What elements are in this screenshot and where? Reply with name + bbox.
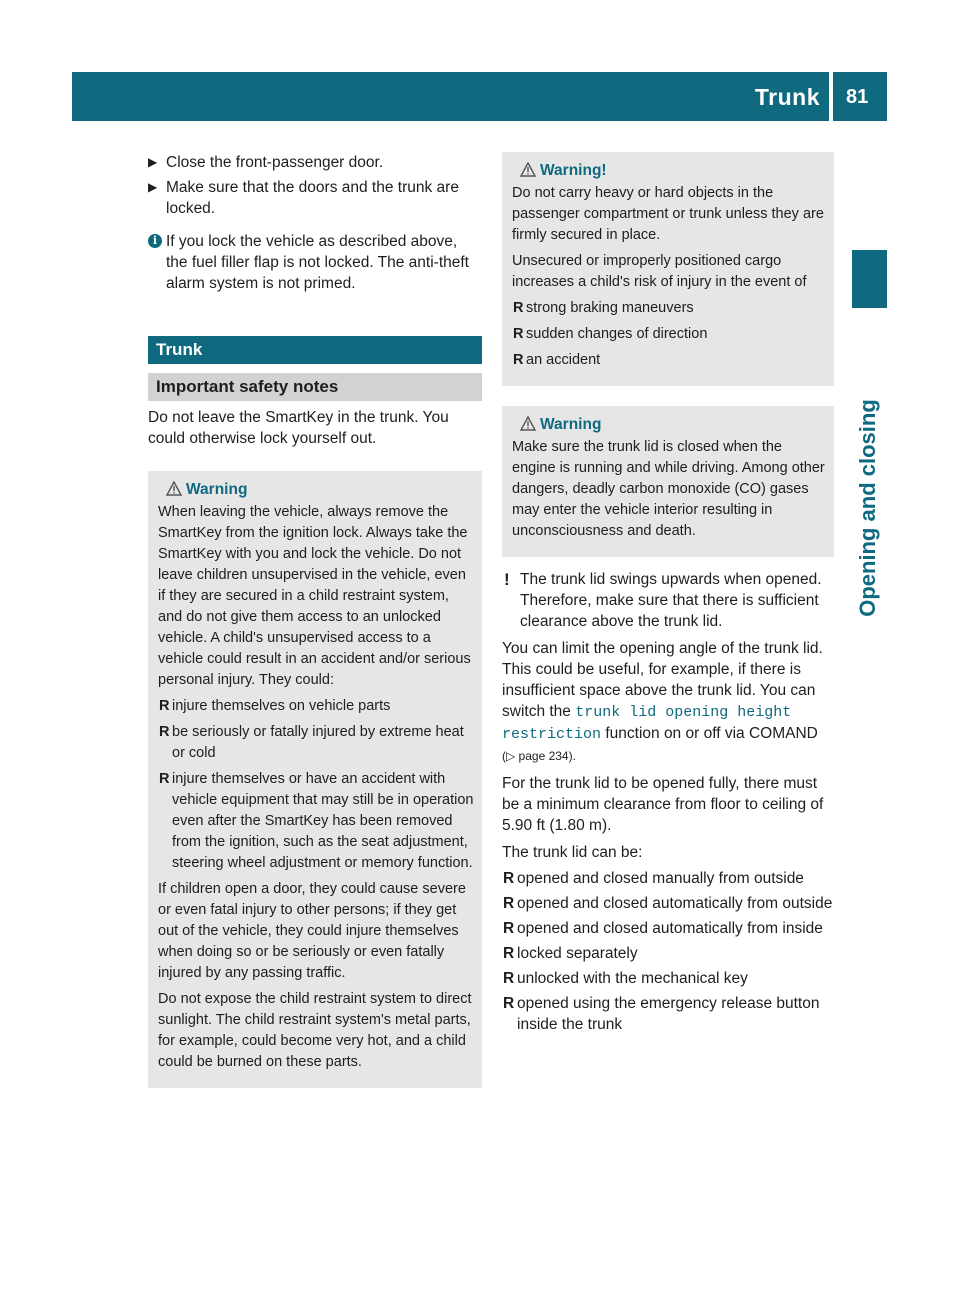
caution-note <box>502 569 834 632</box>
left-column <box>148 152 482 1088</box>
list-item <box>158 696 474 717</box>
list-item-text: injure themselves or have an accident with vehicle equipment that may still be in operation even after the SmartKey has been removed from the ignition, such as the seat adjustment, steering wheel adjustment or memory function. <box>172 771 474 871</box>
subsection-heading: Important safety notes <box>148 373 482 401</box>
step-text: Make sure that the doors and the trunk are locked. <box>166 179 459 217</box>
bullet-icon: R <box>503 920 515 937</box>
bullet-icon: R <box>513 326 524 342</box>
list-item <box>502 893 834 914</box>
list-item-text: opened and closed automatically from inside <box>517 920 823 937</box>
info-text: If you lock the vehicle as described above, the fuel filler flap is not locked. The anti-theft alarm system is not primed. <box>166 233 469 292</box>
list-item-text: opened and closed manually from outside <box>517 870 804 887</box>
page-reference: (▷ page 234). <box>502 749 576 763</box>
intro-paragraph: Do not leave the SmartKey in the trunk. You could otherwise lock yourself out. <box>148 409 449 447</box>
warning-title-text: Warning <box>186 481 248 498</box>
paragraph-text: function on or off via COMAND <box>605 725 818 742</box>
warning-paragraph: If children open a door, they could cause severe or even fatal injury to other persons; if they get out of the vehicle, they could injure themselves when doing so or be seriously or even fatally injured by any passing traffic. <box>158 881 466 981</box>
list-item <box>512 324 826 345</box>
bullet-icon: R <box>503 945 515 962</box>
list-item-text: sudden changes of direction <box>526 326 708 342</box>
bullet-icon: R <box>513 352 524 368</box>
warning-paragraph: Make sure the trunk lid is closed when the engine is running and while driving. Among other dangers, deadly carbon monoxide (CO) gases may enter the vehicle interior resulting in unconsciousness and death. <box>512 439 825 539</box>
warning-box-cargo <box>502 152 834 386</box>
page-number: 81 <box>846 86 869 108</box>
list-item <box>502 868 834 889</box>
list-item-text: injure themselves on vehicle parts <box>172 698 391 714</box>
list-item <box>158 722 474 764</box>
options-list <box>502 868 834 1035</box>
bullet-icon: R <box>503 970 515 987</box>
list-item <box>502 918 834 939</box>
warning-box-co <box>502 406 834 557</box>
paragraph-lid-can-be: The trunk lid can be: <box>502 844 643 861</box>
bullet-icon: R <box>503 870 515 887</box>
bullet-icon: R <box>159 724 170 740</box>
list-item <box>512 350 826 371</box>
arrow-right-icon: ▶ <box>148 180 158 194</box>
list-item-text: an accident <box>526 352 601 368</box>
warning-paragraph: Do not carry heavy or hard objects in the passenger compartment or trunk unless they are firmly secured in place. <box>512 185 824 243</box>
exclamation-icon: ! <box>504 570 510 589</box>
warning-title <box>512 414 826 435</box>
warning-paragraph: Do not expose the child restraint system to direct sunlight. The child restraint system's metal parts, for example, could become very hot, and a child could be burned on these parts. <box>158 991 472 1070</box>
info-note <box>148 231 482 294</box>
side-tab-text: Opening and closing <box>855 399 880 617</box>
step-item <box>148 177 482 219</box>
warning-triangle-icon <box>520 162 536 177</box>
step-text: Close the front-passenger door. <box>166 154 384 171</box>
warning-triangle-icon <box>166 481 182 496</box>
warning-paragraph: Unsecured or improperly positioned cargo increases a child's risk of injury in the event of <box>512 253 807 290</box>
comand-function-name: trunk lid opening height restriction <box>502 704 792 743</box>
list-item <box>158 769 474 874</box>
warning-title-text: Warning! <box>540 162 607 179</box>
warning-title <box>158 479 474 500</box>
list-item-text: locked separately <box>517 945 638 962</box>
warning-paragraph: When leaving the vehicle, always remove the SmartKey from the ignition lock. Always take the SmartKey with you and lock the vehicle. Do not leave children unsupervised in the vehicle, even if they are secured in a child restraint system, and do not give them access to an unlocked vehicle. A child's unsupervised access to a vehicle could result in an accident and/or serious personal injury. They could: <box>158 504 471 688</box>
list-item <box>502 993 834 1035</box>
bullet-icon: R <box>503 895 515 912</box>
list-item <box>502 968 834 989</box>
list-item-text: strong braking maneuvers <box>526 300 694 316</box>
paragraph-opening-angle <box>502 638 834 767</box>
bullet-icon: R <box>503 995 515 1012</box>
side-tab-marker <box>852 250 887 308</box>
bullet-icon: R <box>513 300 524 316</box>
list-item-text: be seriously or fatally injured by extreme heat or cold <box>172 724 464 761</box>
step-item <box>148 152 482 173</box>
bullet-icon: R <box>159 771 170 787</box>
warning-box-children <box>148 471 482 1088</box>
warning-title-text: Warning <box>540 416 602 433</box>
header-divider <box>829 72 833 121</box>
warning-title <box>512 160 826 181</box>
list-item-text: unlocked with the mechanical key <box>517 970 748 987</box>
paragraph-text: You can limit the opening angle of the trunk lid. This could be useful, for example, if there is insufficient space above the trunk lid. You can switch the <box>502 640 823 720</box>
list-item <box>512 298 826 319</box>
warning-triangle-icon <box>520 416 536 431</box>
page-title: Trunk <box>754 84 820 110</box>
section-heading: Trunk <box>148 336 482 364</box>
list-item-text: opened and closed automatically from outside <box>517 895 833 912</box>
right-column <box>502 152 834 1039</box>
list-item-text: opened using the emergency release button inside the trunk <box>517 995 820 1033</box>
paragraph-clearance: For the trunk lid to be opened fully, there must be a minimum clearance from floor to ceiling of 5.90 ft (1.80 m). <box>502 775 824 834</box>
info-icon: i <box>148 234 162 248</box>
list-item <box>502 943 834 964</box>
caution-text: The trunk lid swings upwards when opened. Therefore, make sure that there is sufficient clearance above the trunk lid. <box>520 571 822 630</box>
bullet-icon: R <box>159 698 170 714</box>
arrow-right-icon: ▶ <box>148 155 158 169</box>
